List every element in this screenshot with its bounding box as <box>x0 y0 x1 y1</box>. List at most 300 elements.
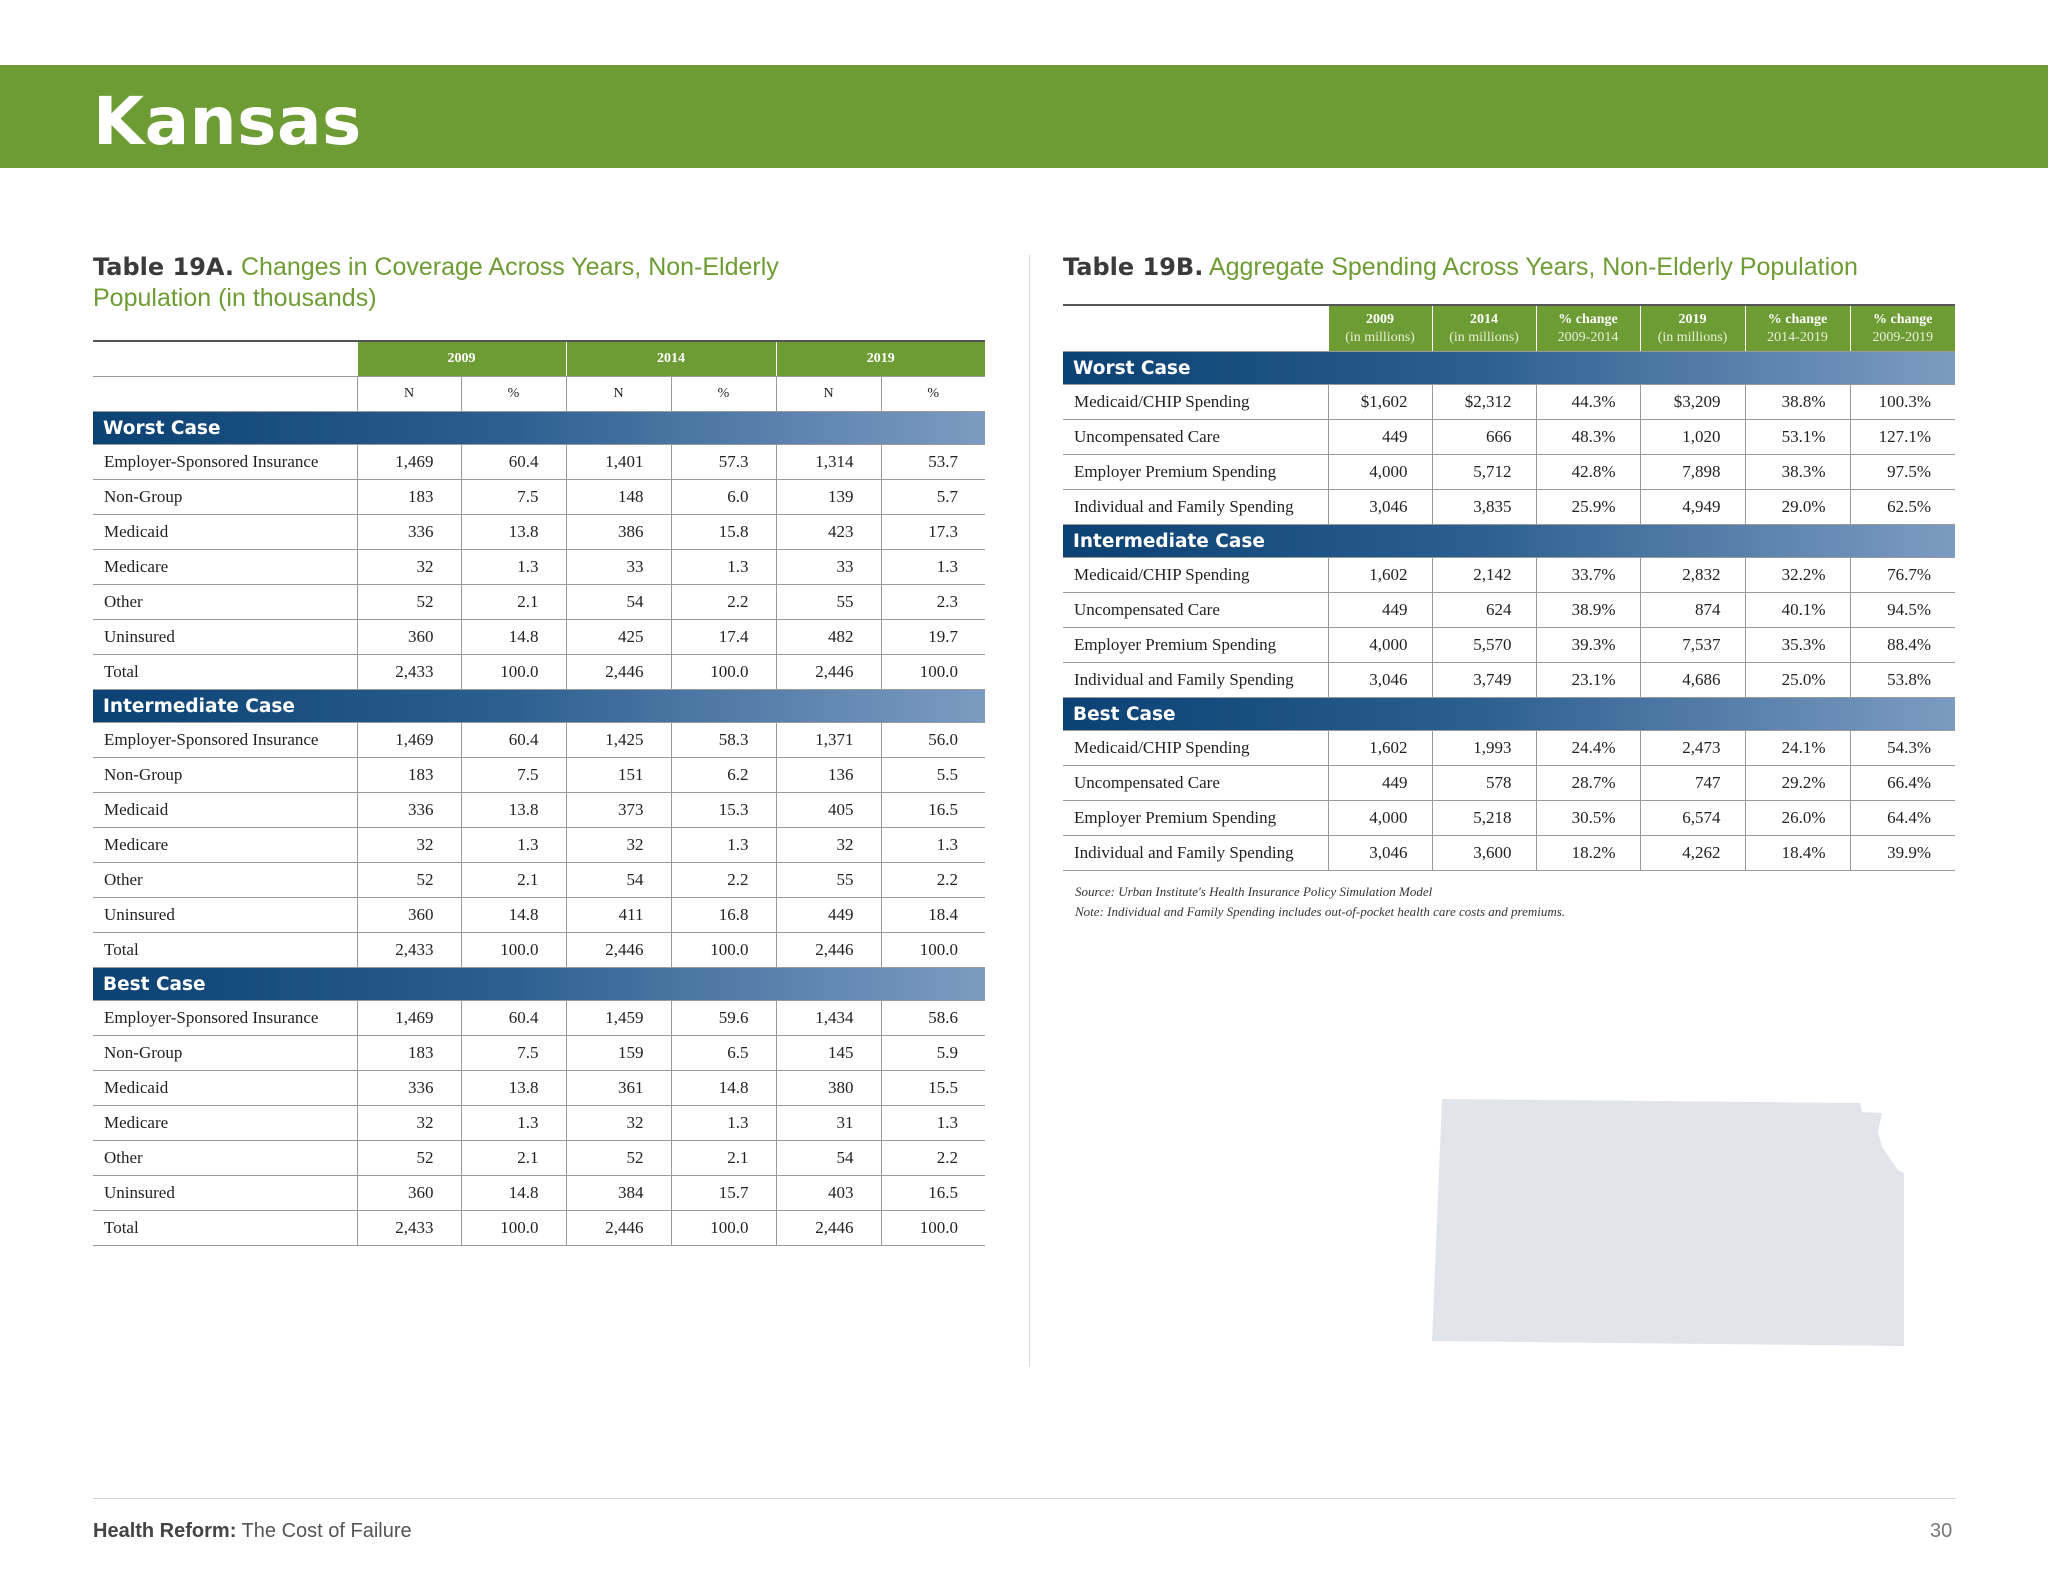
cell-value: 1.3 <box>671 550 776 585</box>
cell-value: 55 <box>776 863 881 898</box>
cell-value: 360 <box>357 1176 461 1211</box>
cell-value: 7.5 <box>461 480 566 515</box>
cell-value: 2,446 <box>776 933 881 968</box>
cell-value: 52 <box>357 1141 461 1176</box>
table-a-subhead: N <box>566 377 671 412</box>
cell-value: 6.5 <box>671 1036 776 1071</box>
cell-value: 16.8 <box>671 898 776 933</box>
cell-value: 35.3% <box>1745 628 1850 663</box>
table-a-section-header <box>93 412 985 445</box>
table-b-row <box>1063 558 1955 593</box>
cell-value: 59.6 <box>671 1001 776 1036</box>
table-b-section-name: Intermediate Case <box>1063 525 1955 558</box>
cell-value: 148 <box>566 480 671 515</box>
table-b-row <box>1063 593 1955 628</box>
cell-value: 3,046 <box>1328 836 1432 871</box>
cell-value: 23.1% <box>1536 663 1640 698</box>
cell-value: 40.1% <box>1745 593 1850 628</box>
cell-value: 336 <box>357 1071 461 1106</box>
cell-value: 97.5% <box>1850 455 1955 490</box>
table-a-row <box>93 1001 985 1036</box>
cell-value: 183 <box>357 758 461 793</box>
cell-value: 2.2 <box>671 863 776 898</box>
cell-value: 19.7 <box>881 620 985 655</box>
cell-value: 100.0 <box>461 933 566 968</box>
cell-value: 578 <box>1432 766 1536 801</box>
table-b-row <box>1063 455 1955 490</box>
row-label: Medicaid/CHIP Spending <box>1063 731 1328 766</box>
table-b-label: Table 19B. <box>1063 253 1204 281</box>
cell-value: 100.0 <box>671 1211 776 1246</box>
cell-value: 183 <box>357 480 461 515</box>
cell-value: 25.9% <box>1536 490 1640 525</box>
table-b-note: Note: Individual and Family Spending includes out-of-pocket health care costs and premiums. <box>1075 904 1566 919</box>
cell-value: 100.0 <box>671 655 776 690</box>
table-b-section-name: Best Case <box>1063 698 1955 731</box>
table-19b <box>1063 304 1955 871</box>
cell-value: 874 <box>1640 593 1745 628</box>
table-a-year-2009: 2009 <box>357 341 566 377</box>
cell-value: 1.3 <box>671 1106 776 1141</box>
cell-value: 60.4 <box>461 1001 566 1036</box>
footer-title <box>93 1520 412 1543</box>
row-label: Other <box>93 585 357 620</box>
table-19a <box>93 340 985 1246</box>
cell-value: 2,446 <box>566 933 671 968</box>
table-b-section-header <box>1063 525 1955 558</box>
cell-value: 100.0 <box>881 655 985 690</box>
footer-bold: Health Reform: <box>93 1520 237 1542</box>
cell-value: 14.8 <box>461 620 566 655</box>
cell-value: 38.8% <box>1745 385 1850 420</box>
cell-value: 52 <box>566 1141 671 1176</box>
cell-value: 2,433 <box>357 1211 461 1246</box>
cell-value: 33.7% <box>1536 558 1640 593</box>
table-a-row <box>93 515 985 550</box>
cell-value: 145 <box>776 1036 881 1071</box>
cell-value: 7.5 <box>461 1036 566 1071</box>
cell-value: 6.0 <box>671 480 776 515</box>
table-a-year-2014: 2014 <box>566 341 776 377</box>
row-label: Uncompensated Care <box>1063 420 1328 455</box>
table-b-column-header <box>1328 305 1432 352</box>
cell-value: 3,749 <box>1432 663 1536 698</box>
cell-value: 2,433 <box>357 655 461 690</box>
table-b-title <box>1063 252 1858 283</box>
row-label: Medicaid <box>93 1071 357 1106</box>
cell-value: 127.1% <box>1850 420 1955 455</box>
cell-value: 100.0 <box>881 1211 985 1246</box>
cell-value: 2.2 <box>671 585 776 620</box>
cell-value: 14.8 <box>461 898 566 933</box>
cell-value: 336 <box>357 793 461 828</box>
cell-value: 425 <box>566 620 671 655</box>
cell-value: 18.4% <box>1745 836 1850 871</box>
cell-value: 33 <box>566 550 671 585</box>
cell-value: 88.4% <box>1850 628 1955 663</box>
row-label: Employer Premium Spending <box>1063 455 1328 490</box>
cell-value: 32 <box>357 828 461 863</box>
cell-value: 1,993 <box>1432 731 1536 766</box>
row-label: Non-Group <box>93 1036 357 1071</box>
cell-value: 55 <box>776 585 881 620</box>
cell-value: 18.4 <box>881 898 985 933</box>
cell-value: 14.8 <box>671 1071 776 1106</box>
cell-value: 2.2 <box>881 863 985 898</box>
cell-value: 16.5 <box>881 793 985 828</box>
cell-value: 58.3 <box>671 723 776 758</box>
cell-value: 380 <box>776 1071 881 1106</box>
cell-value: 1.3 <box>881 550 985 585</box>
row-label: Medicaid <box>93 793 357 828</box>
cell-value: 28.7% <box>1536 766 1640 801</box>
table-a-label: Table 19A. <box>93 253 235 281</box>
table-a-subhead: % <box>461 377 566 412</box>
cell-value: 13.8 <box>461 515 566 550</box>
page-number: 30 <box>1930 1520 1953 1542</box>
cell-value: 5,712 <box>1432 455 1536 490</box>
cell-value: 64.4% <box>1850 801 1955 836</box>
column-top: 2009 <box>1366 311 1394 327</box>
table-b-column-header <box>1536 305 1640 352</box>
kansas-state-outline-icon <box>1430 1095 1905 1350</box>
table-a-subheader-blank <box>93 377 357 412</box>
table-a-row <box>93 1036 985 1071</box>
table-a-row <box>93 655 985 690</box>
cell-value: 1,425 <box>566 723 671 758</box>
cell-value: 2.2 <box>881 1141 985 1176</box>
row-label: Uncompensated Care <box>1063 593 1328 628</box>
cell-value: 44.3% <box>1536 385 1640 420</box>
table-a-caption-line1: Changes in Coverage Across Years, Non-Elderly <box>241 253 779 281</box>
cell-value: 57.3 <box>671 445 776 480</box>
table-a-caption-line2: Population (in thousands) <box>93 284 377 312</box>
cell-value: 1.3 <box>671 828 776 863</box>
table-b-section-name: Worst Case <box>1063 352 1955 385</box>
table-a-title <box>93 252 779 314</box>
cell-value: 7,537 <box>1640 628 1745 663</box>
cell-value: 15.8 <box>671 515 776 550</box>
cell-value: 449 <box>1328 593 1432 628</box>
cell-value: 4,000 <box>1328 801 1432 836</box>
cell-value: 32 <box>357 1106 461 1141</box>
table-a-subheader <box>93 377 985 412</box>
cell-value: 7.5 <box>461 758 566 793</box>
cell-value: 136 <box>776 758 881 793</box>
cell-value: 54.3% <box>1850 731 1955 766</box>
cell-value: 15.3 <box>671 793 776 828</box>
row-label: Individual and Family Spending <box>1063 490 1328 525</box>
cell-value: 1,020 <box>1640 420 1745 455</box>
cell-value: 94.5% <box>1850 593 1955 628</box>
cell-value: 13.8 <box>461 1071 566 1106</box>
cell-value: 31 <box>776 1106 881 1141</box>
cell-value: 17.4 <box>671 620 776 655</box>
cell-value: 54 <box>776 1141 881 1176</box>
cell-value: 25.0% <box>1745 663 1850 698</box>
cell-value: 56.0 <box>881 723 985 758</box>
table-b-column-header <box>1850 305 1955 352</box>
cell-value: 4,000 <box>1328 628 1432 663</box>
cell-value: 38.3% <box>1745 455 1850 490</box>
cell-value: 423 <box>776 515 881 550</box>
cell-value: 2,446 <box>566 1211 671 1246</box>
cell-value: 360 <box>357 620 461 655</box>
cell-value: 449 <box>1328 766 1432 801</box>
cell-value: 411 <box>566 898 671 933</box>
row-label: Individual and Family Spending <box>1063 836 1328 871</box>
cell-value: 2,446 <box>776 1211 881 1246</box>
table-a-row <box>93 1141 985 1176</box>
cell-value: 54 <box>566 585 671 620</box>
row-label: Individual and Family Spending <box>1063 663 1328 698</box>
cell-value: 39.9% <box>1850 836 1955 871</box>
table-b-row <box>1063 731 1955 766</box>
table-a-year-2019: 2019 <box>776 341 985 377</box>
page-title: Kansas <box>93 83 362 160</box>
row-label: Non-Group <box>93 758 357 793</box>
cell-value: 5.7 <box>881 480 985 515</box>
column-sub: 2009-2014 <box>1557 329 1619 345</box>
table-b-corner <box>1063 305 1328 352</box>
cell-value: 482 <box>776 620 881 655</box>
cell-value: 53.1% <box>1745 420 1850 455</box>
cell-value: 361 <box>566 1071 671 1106</box>
cell-value: 100.0 <box>671 933 776 968</box>
cell-value: 52 <box>357 863 461 898</box>
cell-value: 336 <box>357 515 461 550</box>
cell-value: 32 <box>357 550 461 585</box>
table-a-section-name: Best Case <box>93 968 985 1001</box>
cell-value: 1.3 <box>461 828 566 863</box>
cell-value: 1,469 <box>357 445 461 480</box>
cell-value: 30.5% <box>1536 801 1640 836</box>
table-a-row <box>93 933 985 968</box>
row-label: Total <box>93 933 357 968</box>
row-label: Total <box>93 655 357 690</box>
table-a-year-header <box>93 341 985 377</box>
cell-value: 5,570 <box>1432 628 1536 663</box>
column-top: % change <box>1767 311 1828 327</box>
row-label: Medicaid <box>93 515 357 550</box>
table-a-section-header <box>93 968 985 1001</box>
cell-value: 1,469 <box>357 723 461 758</box>
table-b-column-header <box>1745 305 1850 352</box>
table-a-corner <box>93 341 357 377</box>
cell-value: 100.0 <box>881 933 985 968</box>
cell-value: 53.7 <box>881 445 985 480</box>
cell-value: 14.8 <box>461 1176 566 1211</box>
cell-value: $1,602 <box>1328 385 1432 420</box>
table-a-row <box>93 1211 985 1246</box>
column-sub: (in millions) <box>1449 329 1519 345</box>
cell-value: 15.7 <box>671 1176 776 1211</box>
cell-value: 29.0% <box>1745 490 1850 525</box>
cell-value: 1.3 <box>881 1106 985 1141</box>
table-b-column-header <box>1640 305 1745 352</box>
cell-value: 2.3 <box>881 585 985 620</box>
table-b-header <box>1063 305 1955 352</box>
cell-value: 39.3% <box>1536 628 1640 663</box>
row-label: Other <box>93 863 357 898</box>
cell-value: 100.3% <box>1850 385 1955 420</box>
cell-value: 2.1 <box>461 863 566 898</box>
cell-value: 139 <box>776 480 881 515</box>
table-a-row <box>93 550 985 585</box>
cell-value: 2,832 <box>1640 558 1745 593</box>
cell-value: 6,574 <box>1640 801 1745 836</box>
cell-value: 2,446 <box>776 655 881 690</box>
row-label: Uncompensated Care <box>1063 766 1328 801</box>
table-a-row <box>93 1106 985 1141</box>
table-a-row <box>93 723 985 758</box>
row-label: Non-Group <box>93 480 357 515</box>
cell-value: 48.3% <box>1536 420 1640 455</box>
cell-value: 2,433 <box>357 933 461 968</box>
cell-value: 2,473 <box>1640 731 1745 766</box>
cell-value: 32 <box>566 1106 671 1141</box>
cell-value: 624 <box>1432 593 1536 628</box>
cell-value: 666 <box>1432 420 1536 455</box>
cell-value: 53.8% <box>1850 663 1955 698</box>
table-a-subhead: % <box>881 377 985 412</box>
footer-rest: The Cost of Failure <box>241 1520 412 1542</box>
cell-value: 373 <box>566 793 671 828</box>
table-a-subhead: N <box>776 377 881 412</box>
cell-value: 1.3 <box>461 550 566 585</box>
cell-value: 18.2% <box>1536 836 1640 871</box>
cell-value: 2.1 <box>461 1141 566 1176</box>
row-label: Uninsured <box>93 620 357 655</box>
cell-value: 449 <box>1328 420 1432 455</box>
table-b-section-header <box>1063 352 1955 385</box>
cell-value: $3,209 <box>1640 385 1745 420</box>
cell-value: 1,602 <box>1328 558 1432 593</box>
cell-value: 15.5 <box>881 1071 985 1106</box>
cell-value: 747 <box>1640 766 1745 801</box>
cell-value: 183 <box>357 1036 461 1071</box>
cell-value: 1,469 <box>357 1001 461 1036</box>
cell-value: 6.2 <box>671 758 776 793</box>
column-sub: 2009-2019 <box>1872 329 1934 345</box>
table-b-column-header <box>1432 305 1536 352</box>
table-a-section-name: Worst Case <box>93 412 985 445</box>
row-label: Employer-Sponsored Insurance <box>93 445 357 480</box>
cell-value: 17.3 <box>881 515 985 550</box>
row-label: Employer-Sponsored Insurance <box>93 723 357 758</box>
row-label: Total <box>93 1211 357 1246</box>
cell-value: 3,835 <box>1432 490 1536 525</box>
cell-value: 2,446 <box>566 655 671 690</box>
cell-value: 5.9 <box>881 1036 985 1071</box>
cell-value: 76.7% <box>1850 558 1955 593</box>
table-b-section-header <box>1063 698 1955 731</box>
table-b-row <box>1063 836 1955 871</box>
row-label: Uninsured <box>93 1176 357 1211</box>
cell-value: 26.0% <box>1745 801 1850 836</box>
column-top: 2014 <box>1470 311 1498 327</box>
cell-value: 449 <box>776 898 881 933</box>
cell-value: 3,600 <box>1432 836 1536 871</box>
cell-value: 52 <box>357 585 461 620</box>
table-a-section-name: Intermediate Case <box>93 690 985 723</box>
cell-value: 54 <box>566 863 671 898</box>
cell-value: 32 <box>776 828 881 863</box>
table-b-row <box>1063 766 1955 801</box>
cell-value: 5.5 <box>881 758 985 793</box>
table-b-row <box>1063 663 1955 698</box>
table-b-row <box>1063 385 1955 420</box>
footer-rule <box>93 1498 1956 1499</box>
cell-value: 58.6 <box>881 1001 985 1036</box>
cell-value: 159 <box>566 1036 671 1071</box>
column-top: % change <box>1558 311 1618 327</box>
cell-value: 4,000 <box>1328 455 1432 490</box>
column-divider <box>1029 255 1030 1367</box>
table-a-row <box>93 758 985 793</box>
cell-value: 2.1 <box>671 1141 776 1176</box>
table-a-row <box>93 1176 985 1211</box>
row-label: Medicare <box>93 828 357 863</box>
cell-value: 32 <box>566 828 671 863</box>
cell-value: 2,142 <box>1432 558 1536 593</box>
table-a-row <box>93 793 985 828</box>
cell-value: 13.8 <box>461 793 566 828</box>
row-label: Other <box>93 1141 357 1176</box>
table-a-row <box>93 863 985 898</box>
row-label: Medicaid/CHIP Spending <box>1063 558 1328 593</box>
cell-value: 38.9% <box>1536 593 1640 628</box>
cell-value: 32.2% <box>1745 558 1850 593</box>
row-label: Medicare <box>93 1106 357 1141</box>
table-a-row <box>93 620 985 655</box>
cell-value: $2,312 <box>1432 385 1536 420</box>
table-a-subhead: % <box>671 377 776 412</box>
table-a-row <box>93 898 985 933</box>
cell-value: 2.1 <box>461 585 566 620</box>
row-label: Uninsured <box>93 898 357 933</box>
row-label: Employer Premium Spending <box>1063 801 1328 836</box>
cell-value: 360 <box>357 898 461 933</box>
column-top: % change <box>1873 311 1933 327</box>
cell-value: 1.3 <box>881 828 985 863</box>
cell-value: 7,898 <box>1640 455 1745 490</box>
cell-value: 4,262 <box>1640 836 1745 871</box>
cell-value: 24.1% <box>1745 731 1850 766</box>
row-label: Employer Premium Spending <box>1063 628 1328 663</box>
table-b-row <box>1063 628 1955 663</box>
table-a-row <box>93 585 985 620</box>
row-label: Employer-Sponsored Insurance <box>93 1001 357 1036</box>
cell-value: 1,401 <box>566 445 671 480</box>
cell-value: 60.4 <box>461 445 566 480</box>
cell-value: 3,046 <box>1328 663 1432 698</box>
cell-value: 66.4% <box>1850 766 1955 801</box>
table-a-row <box>93 828 985 863</box>
table-a-row <box>93 480 985 515</box>
table-b-source: Source: Urban Institute's Health Insurance Policy Simulation Model <box>1075 884 1433 899</box>
column-sub: (in millions) <box>1657 329 1728 345</box>
cell-value: 62.5% <box>1850 490 1955 525</box>
row-label: Medicare <box>93 550 357 585</box>
cell-value: 386 <box>566 515 671 550</box>
cell-value: 384 <box>566 1176 671 1211</box>
cell-value: 42.8% <box>1536 455 1640 490</box>
table-a-row <box>93 1071 985 1106</box>
cell-value: 24.4% <box>1536 731 1640 766</box>
cell-value: 16.5 <box>881 1176 985 1211</box>
table-b-row <box>1063 801 1955 836</box>
